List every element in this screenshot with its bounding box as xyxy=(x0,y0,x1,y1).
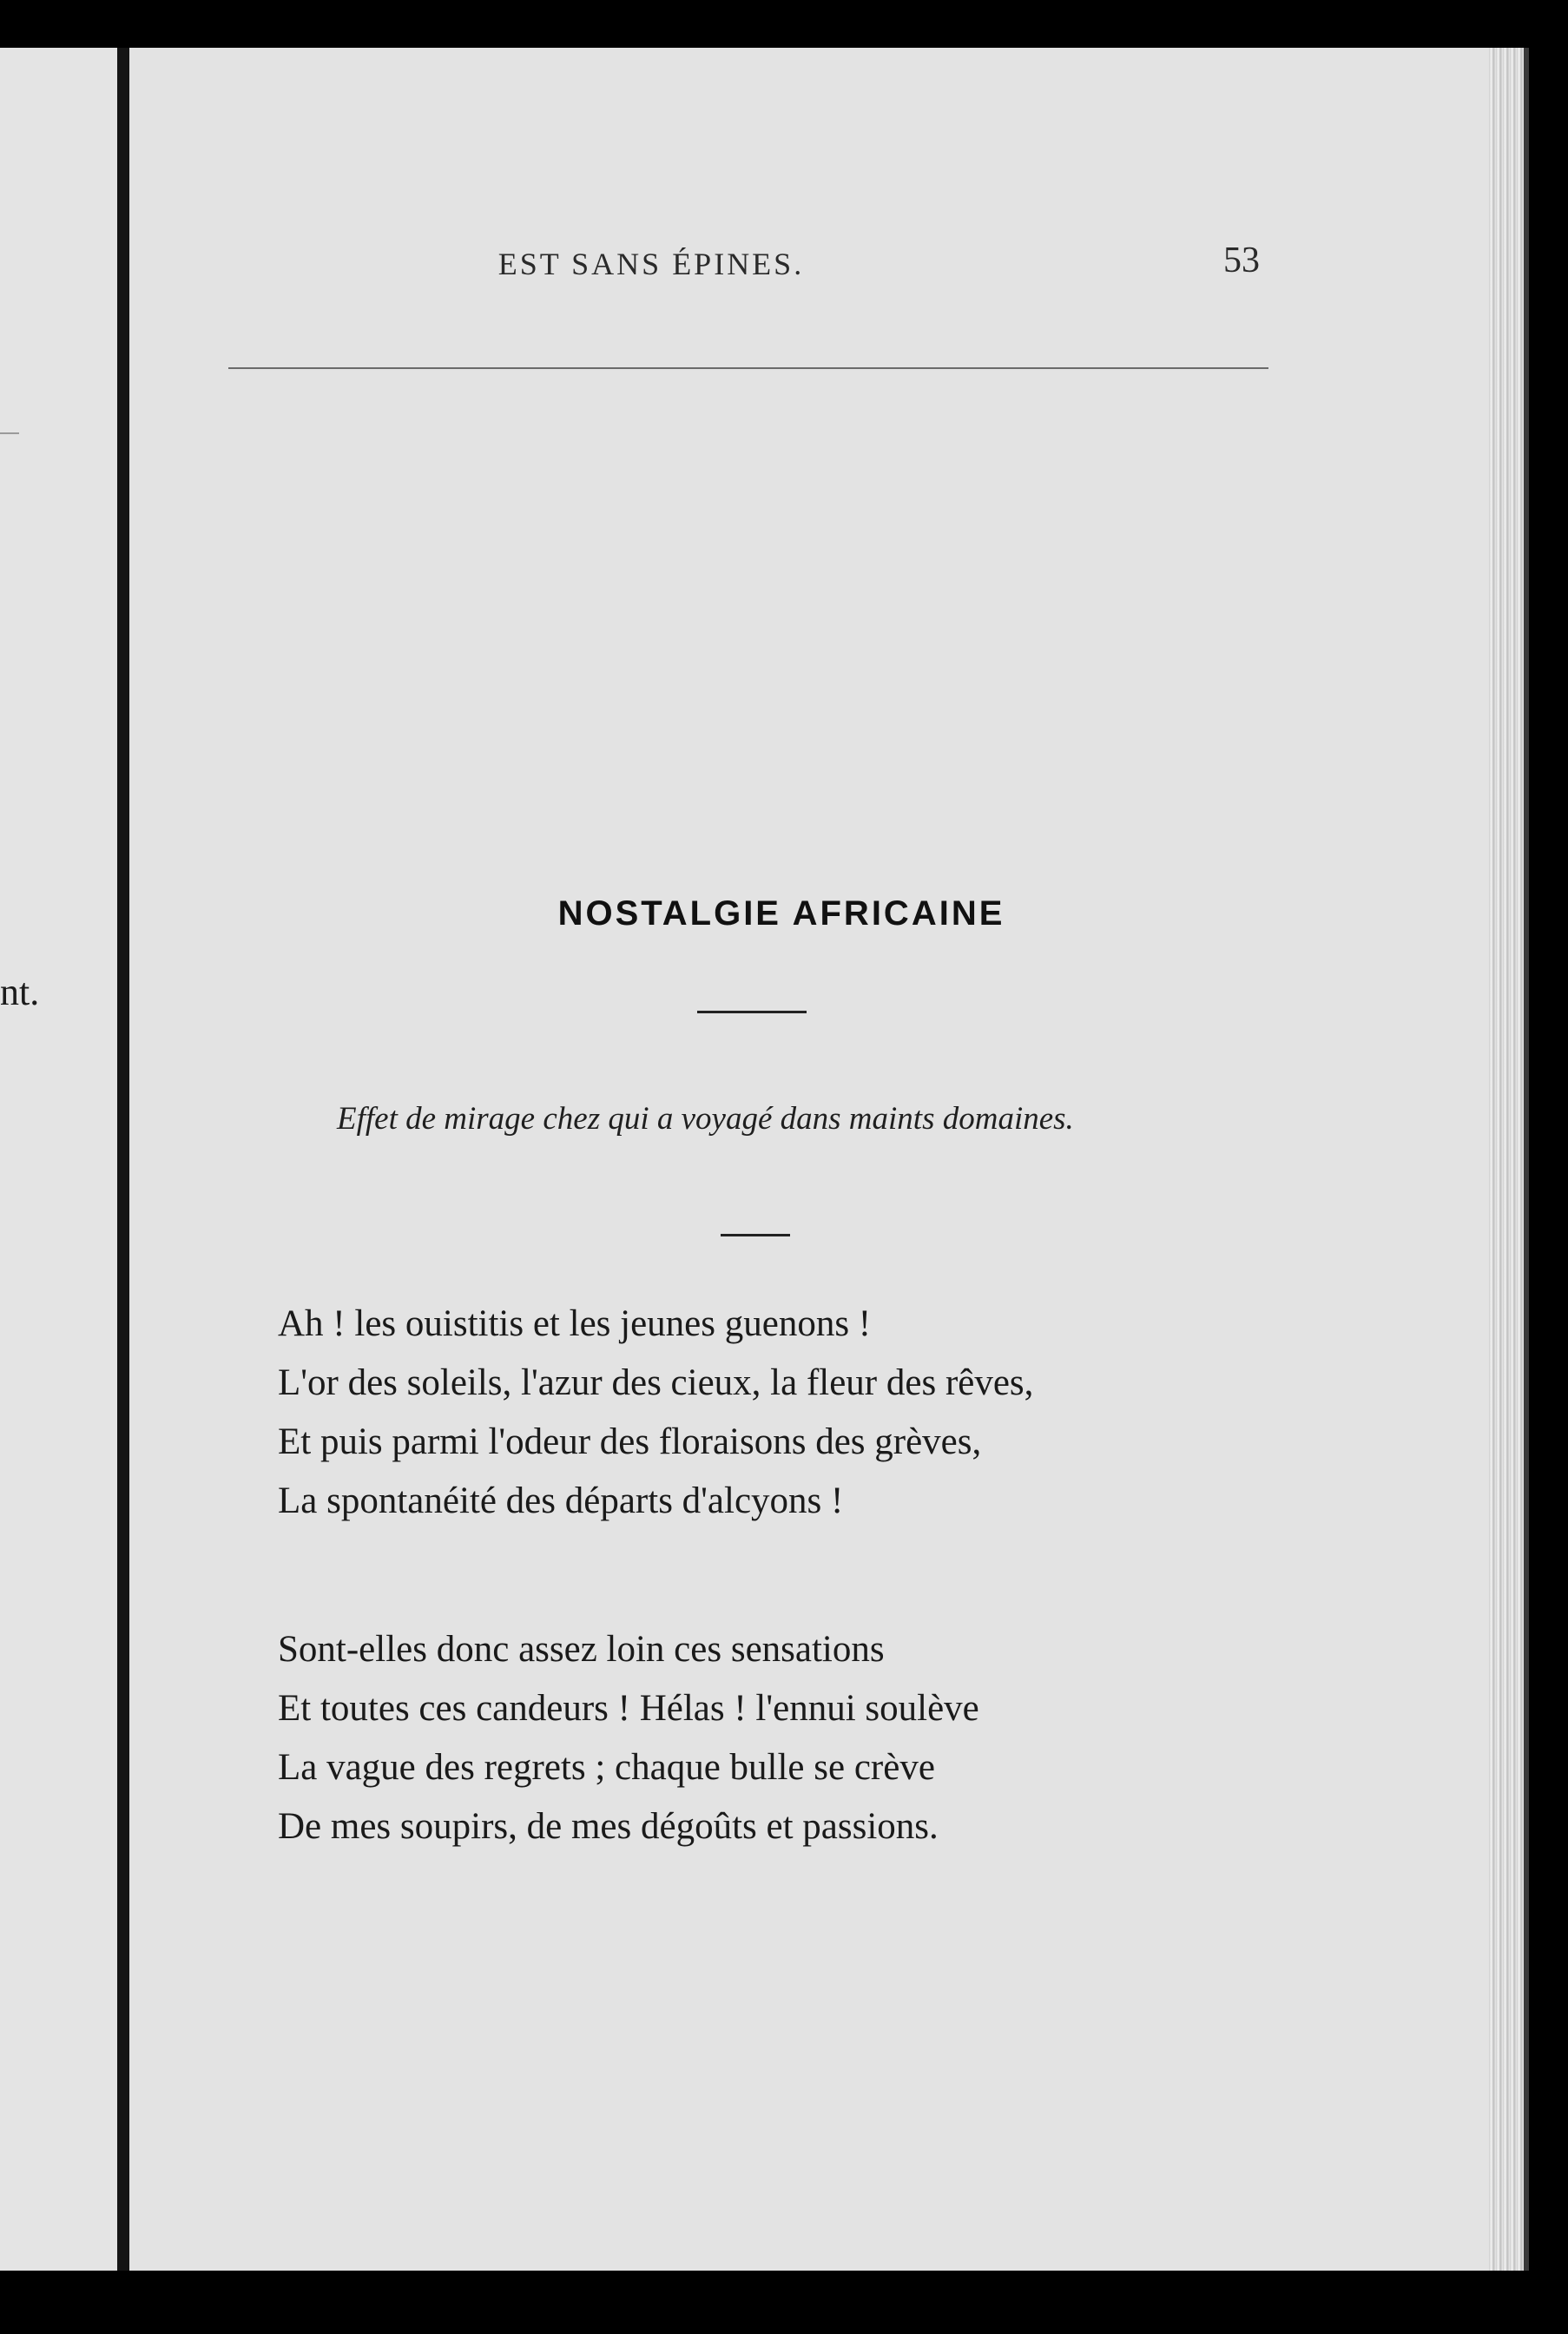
facing-page-text-fragment: nt. xyxy=(0,971,40,1013)
page-number: 53 xyxy=(1223,241,1260,280)
verse-line: Et toutes ces candeurs ! Hélas ! l'ennui soulève xyxy=(278,1688,979,1729)
page-block-edges xyxy=(1489,48,1524,2271)
header-rule xyxy=(228,367,1268,369)
verse-line: La spontanéité des départs d'alcyons ! xyxy=(278,1480,844,1521)
page-block-shadow xyxy=(1524,48,1529,2271)
verse-line: De mes soupirs, de mes dégoûts et passions. xyxy=(278,1806,939,1847)
stanza-2 xyxy=(278,1620,979,1856)
poem-epigraph xyxy=(233,1088,1285,1151)
poem-title: NOSTALGIE AFRICAINE xyxy=(557,894,1005,933)
verse-line: L'or des soleils, l'azur des cieux, la fleur des rêves, xyxy=(278,1362,1034,1403)
epigraph-divider xyxy=(721,1234,790,1236)
running-head: EST SANS ÉPINES. xyxy=(497,247,805,281)
epigraph-text: Effet de mirage chez qui a voyagé dans maints domaines. xyxy=(337,1101,1074,1137)
verse-line: Sont-elles donc assez loin ces sensations xyxy=(278,1629,885,1670)
stanza-1 xyxy=(278,1295,1033,1531)
verse-line: La vague des regrets ; chaque bulle se crève xyxy=(278,1747,935,1788)
book-page xyxy=(129,48,1489,2271)
verse-line: Ah ! les ouistitis et les jeunes guenons ! xyxy=(278,1303,872,1344)
facing-page-edge xyxy=(0,48,117,2271)
facing-page-mark xyxy=(0,432,19,434)
title-divider xyxy=(697,1011,807,1013)
book-gutter xyxy=(117,48,129,2271)
verse-line: Et puis parmi l'odeur des floraisons des grèves, xyxy=(278,1421,982,1462)
